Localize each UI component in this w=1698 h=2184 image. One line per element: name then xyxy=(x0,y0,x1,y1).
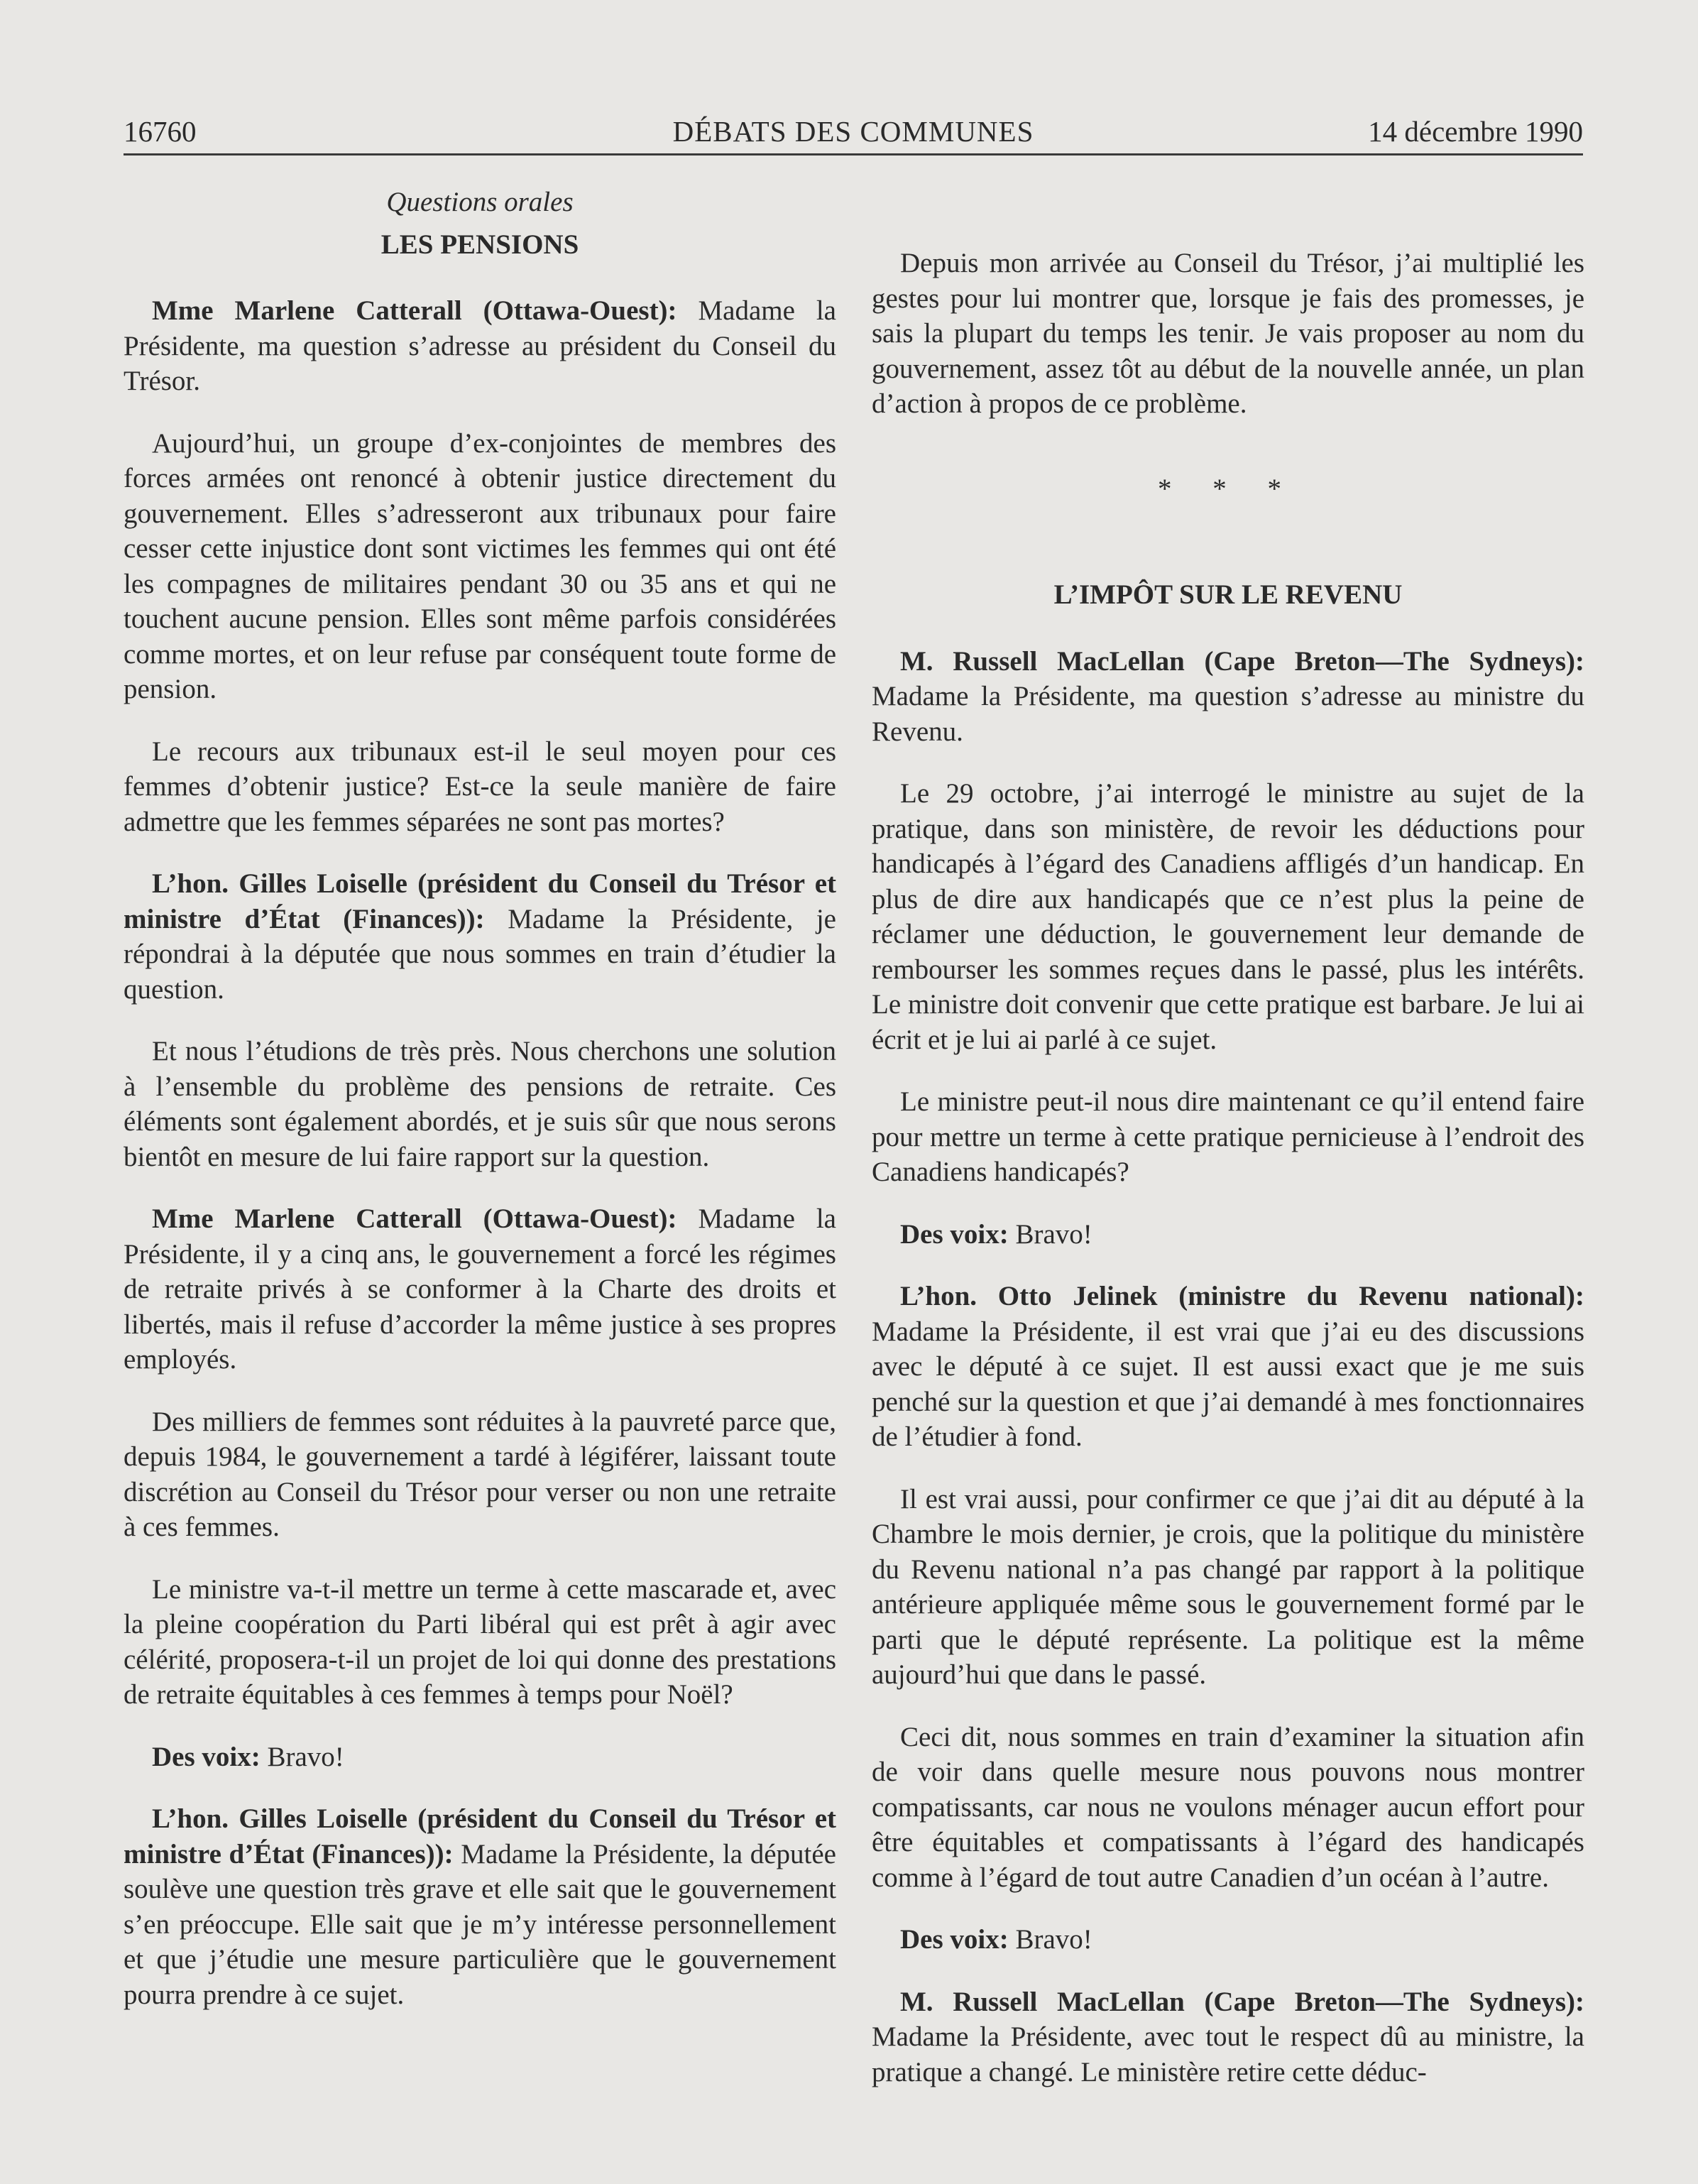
paragraph: Il est vrai aussi, pour confirmer ce que j’ai dit au député à la Chambre le mois dernier, je crois, que la politique du ministère du Revenu national n’a pas changé par rapport à la politique antérieure appliquée même sous le gouvernement formé par le parti que le député représente. La politique est la même aujourd’hui que dans le passé. xyxy=(872,1483,1584,1690)
section-title: Questions orales xyxy=(386,187,574,217)
speaker-name: L’hon. Otto Jelinek (ministre du Revenu national): xyxy=(900,1281,1584,1311)
header-rule xyxy=(124,153,1583,155)
paragraph: Et nous l’étudions de très près. Nous cherchons une solution à l’ensemble du problème des pensions de retraite. Ces éléments sont également abordés, et je suis sûr que nous serons bientôt en mesure de lui faire rapport sur la question. xyxy=(124,1036,836,1172)
paragraph: Aujourd’hui, un groupe d’ex-conjointes de membres des forces armées ont renoncé à obtenir justice directement du gouvernement. Elles s’adresseront aux tribunaux pour faire cesser cette injustice dont sont victimes les femmes qui ont été les compagnes de militaires pendant 30 ou 35 ans et qui ne touchent aucune pension. Elles sont même parfois considérées comme mortes, et on leur refuse par conséquent toute forme de pension. xyxy=(124,427,836,704)
paragraph: Le ministre va-t-il mettre un terme à cette mascarade et, avec la pleine coopération du Parti libéral qui est prêt à agir avec célérité, proposera-t-il un projet de loi qui donne des prestations de retraite équitables à ces femmes à temps pour Noël? xyxy=(124,1573,836,1710)
section-separator: * * * xyxy=(1158,473,1298,504)
paragraph: Ceci dit, nous sommes en train d’examiner la situation afin de voir dans quelle mesure nous pouvons nous montrer compatissants, car nous ne voulons ménager aucun effort pour être équitables et compatissants à l’égard des handicapés comme à l’égard de tout autre Canadien d’un océan à l’autre. xyxy=(872,1721,1584,1893)
page-number: 16760 xyxy=(124,115,197,148)
paragraph: L’hon. Gilles Loiselle (président du Conseil du Trésor et ministre d’État (Finances)): Madame la Présidente, la députée soulève une question très grave et elle sait que le gouvernement s’en préoccupe. Elle sait que je m’y intéresse personnellement et que j’étudie une mesure particulière que le gouvernement pourra prendre à ce sujet. xyxy=(124,1803,836,2010)
heading-pensions: LES PENSIONS xyxy=(380,229,579,260)
heading-impot: L’IMPÔT SUR LE REVENU xyxy=(1053,579,1403,610)
paragraph: Le recours aux tribunaux est-il le seul moyen pour ces femmes d’obtenir justice? Est-ce la seule manière de faire admettre que les femmes séparées ne sont pas mortes? xyxy=(124,736,836,837)
speaker-name: Mme Marlene Catterall (Ottawa-Ouest): xyxy=(152,1203,677,1234)
speaker-name: Des voix: xyxy=(900,1924,1009,1955)
paragraph: Le 29 octobre, j’ai interrogé le ministre au sujet de la pratique, dans son ministère, de revoir les déductions pour handicapés à l’égard des Canadiens affligés d’un handicap. En plus de dire aux handicapés que ce n’est plus la peine de réclamer une déduction, le gouvernement leur demande de rembourser les sommes reçues dans le passé, plus les intérêts. Le ministre doit convenir que cette pratique est barbare. Je lui ai écrit et je lui ai parlé à ce sujet. xyxy=(872,778,1584,1055)
publication-date: 14 décembre 1990 xyxy=(1368,115,1583,148)
paragraph: Des milliers de femmes sont réduites à la pauvreté parce que, depuis 1984, le gouvernement a tardé à légiférer, laissant toute discrétion au Conseil du Trésor pour verser ou non une retraite à ces femmes. xyxy=(124,1406,836,1542)
speaker-name: Des voix: xyxy=(900,1218,1009,1250)
speaker-name: M. Russell MacLellan (Cape Breton—The Sydneys): xyxy=(900,1986,1584,2017)
paragraph: Mme Marlene Catterall (Ottawa-Ouest): Madame la Présidente, il y a cinq ans, le gouvernement a forcé les régimes de retraite privés à se conformer à la Charte des droits et libertés, mais il refuse d’accorder la même justice à ses propres employés. xyxy=(124,1203,836,1375)
left-column xyxy=(124,185,836,2039)
paragraph: M. Russell MacLellan (Cape Breton—The Sydneys): Madame la Présidente, ma question s’adresse au ministre du Revenu. xyxy=(872,645,1584,747)
paragraph: L’hon. Otto Jelinek (ministre du Revenu national): Madame la Présidente, il est vrai que j’ai eu des discussions avec le député à ce sujet. Il est aussi exact que je me suis penché sur la question et que j’ai demandé à mes fonctionnaires de l’étudier à fond. xyxy=(872,1281,1584,1452)
publication-title: DÉBATS DES COMMUNES xyxy=(672,115,1034,148)
speaker-name: L’hon. Gilles Loiselle (président du Conseil du Trésor et ministre d’État (Finances)): xyxy=(124,868,836,934)
paragraph: M. Russell MacLellan (Cape Breton—The Sydneys): Madame la Présidente, avec tout le respect dû au ministre, la pratique a changé. Le ministère retire cette déduc- xyxy=(872,1986,1584,2087)
page-header xyxy=(124,112,1583,151)
speaker-name: L’hon. Gilles Loiselle (président du Conseil du Trésor et ministre d’État (Finances)): xyxy=(124,1803,836,1869)
paragraph: Des voix: Bravo! xyxy=(900,1924,1092,1955)
speaker-name: M. Russell MacLellan (Cape Breton—The Sydneys): xyxy=(900,645,1584,677)
paragraph: Mme Marlene Catterall (Ottawa-Ouest): Madame la Présidente, ma question s’adresse au président du Conseil du Trésor. xyxy=(124,295,836,396)
speaker-name: Mme Marlene Catterall (Ottawa-Ouest): xyxy=(152,295,677,326)
paragraph: Le ministre peut-il nous dire maintenant ce qu’il entend faire pour mettre un terme à cette pratique pernicieuse à l’endroit des Canadiens handicapés? xyxy=(872,1086,1584,1187)
right-column xyxy=(872,246,1584,2117)
paragraph: Des voix: Bravo! xyxy=(152,1741,344,1772)
paragraph: L’hon. Gilles Loiselle (président du Conseil du Trésor et ministre d’État (Finances)): Madame la Présidente, je répondrai à la députée que nous sommes en train d’étudier la question. xyxy=(124,868,836,1005)
paragraph: Des voix: Bravo! xyxy=(900,1218,1092,1250)
speaker-name: Des voix: xyxy=(152,1741,261,1772)
paragraph: Depuis mon arrivée au Conseil du Trésor, j’ai multiplié les gestes pour lui montrer que, lorsque je fais des promesses, je sais la plupart du temps les tenir. Je vais proposer au nom du gouvernement, assez tôt au début de la nouvelle année, un plan d’action à propos de ce problème. xyxy=(872,248,1584,419)
